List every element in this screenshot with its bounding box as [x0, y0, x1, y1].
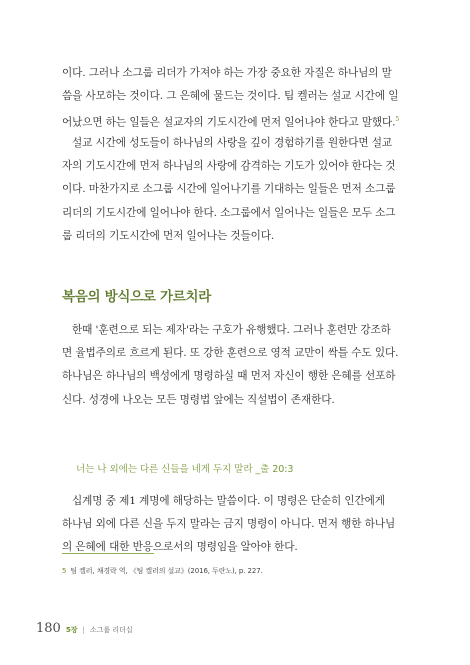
page-footer — [36, 621, 133, 636]
footnote — [62, 566, 263, 576]
paragraph-2-line: 룹 리더의 기도시간에 먼저 일어나는 것들이다. — [62, 229, 275, 242]
paragraph-4-line: 하나님 외에 다른 신을 두지 말라는 금지 명령이 아니다. 먼저 행한 하나님 — [62, 518, 396, 531]
footnote-reference[interactable]: 5 — [395, 116, 400, 124]
section-heading: 복음의 방식으로 가르치라 — [62, 289, 211, 305]
paragraph-2-line: 리더의 기도시간에 일어나야 한다. 소그룹에서 일어나는 일들은 모두 소그 — [62, 206, 396, 219]
paragraph-3-line: 면 율법주의로 흐르게 된다. 또 강한 훈련으로 영적 교만이 싹틀 수도 있다. — [62, 347, 399, 360]
chapter-label: 5장 — [65, 626, 78, 634]
footnote-number: 5 — [62, 567, 67, 575]
paragraph-1-line: 이다. 그러나 소그룹 리더가 가져야 하는 가장 중요한 자질은 하나님의 말 — [62, 67, 392, 79]
paragraph-3-line: 신다. 성경에 나오는 모든 명령법 앞에는 직설법이 존재한다. — [62, 393, 335, 406]
footer-separator: | — [82, 626, 85, 634]
paragraph-1-line — [62, 108, 408, 131]
paragraph-4 — [62, 490, 408, 560]
footnote-text: 팀 켈러, 채경락 역, 《팀 켈러의 설교》(2016, 두란노), p. 227. — [70, 567, 263, 575]
paragraph-2-line: 자의 기도시간에 먼저 하나님의 사랑에 감격하는 기도가 있어야 한다는 것 — [62, 160, 396, 173]
paragraph-3-line: 한때 '훈련으로 되는 제자'라는 구호가 유행했다. 그러나 훈련만 강조하 — [72, 324, 391, 336]
paragraph-1 — [62, 62, 408, 132]
paragraph-1-line: 씀을 사모하는 것이다. 그 은혜에 물드는 것이다. 팀 켈러는 설교 시간에 일 — [62, 90, 399, 103]
paragraph-4-line: 십계명 중 제1 계명에 해당하는 말씀이다. 이 명령은 단순히 인간에게 — [72, 495, 385, 507]
page-number: 180 — [36, 621, 61, 636]
paragraph-1-line-text: 어났으면 하는 일들은 설교자의 기도시간에 먼저 일어나야 한다고 말했다. — [62, 116, 396, 129]
paragraph-3-line: 하나님은 하나님의 백성에게 명령하실 때 먼저 자신이 행한 은혜를 선포하 — [62, 370, 396, 383]
paragraph-2 — [62, 132, 408, 248]
paragraph-2-line: 이다. 마찬가지로 소그룹 시간에 일어나기를 기대하는 일들은 먼저 소그룹 — [62, 183, 396, 196]
paragraph-3 — [62, 319, 408, 412]
paragraph-4-line: 의 은혜에 대한 반응으로서의 명령임을 알아야 한다. — [62, 541, 298, 554]
chapter-title: 소그룹 리더십 — [89, 626, 133, 634]
paragraph-2-line: 설교 시간에 성도들이 하나님의 사랑을 깊이 경험하기를 원한다면 설교 — [72, 137, 393, 149]
footnote-divider — [62, 553, 154, 554]
scripture-quote: 너는 나 외에는 다른 신들을 네게 두지 말라 _출 20:3 — [76, 464, 294, 475]
